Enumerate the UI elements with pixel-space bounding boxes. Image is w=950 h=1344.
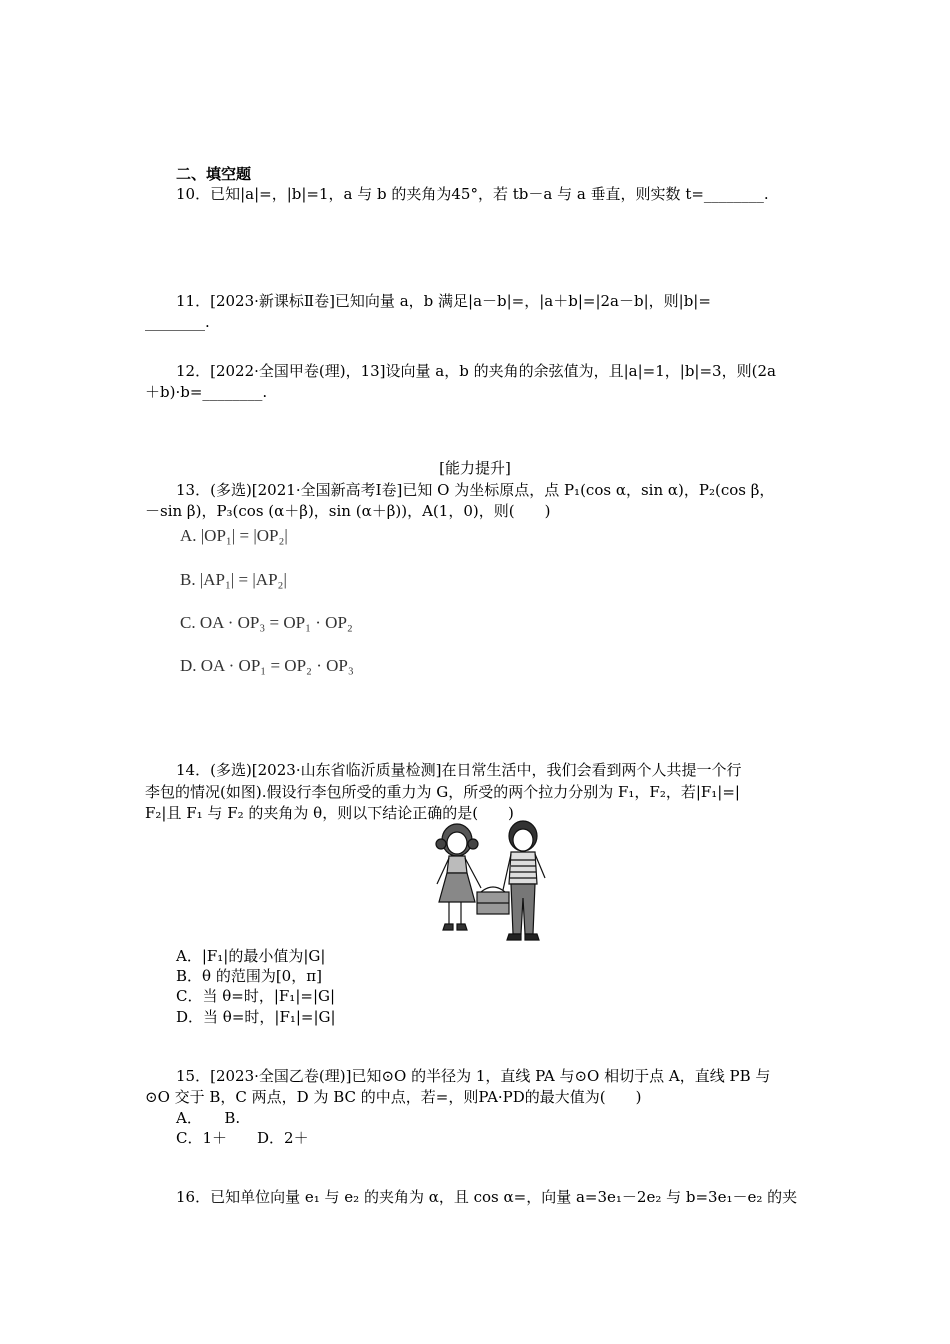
question-13-option-c: C. OA · OP₃ = OP₁ · OP₂ <box>180 613 353 632</box>
question-12-text: 12．[2022·全国甲卷(理)，13]设向量 a，b 的夹角的余弦值为，且|a|=1，|b|=3，则(2a <box>176 362 776 380</box>
question-13-option-d: D. OA · OP₁ = OP₂ · OP₃ <box>180 656 354 675</box>
question-13-option-b: B. |AP₁| = |AP₂| <box>180 570 287 589</box>
question-11-text-cont: ________. <box>145 313 210 331</box>
question-14-option-d: D．当 θ=时，|F₁|=|G| <box>176 1008 336 1026</box>
question-13-text-cont: －sin β)，P₃(cos (α＋β)，sin (α＋β))，A(1，0)，则( ) <box>145 502 551 520</box>
question-10-text: 10．已知|a|=，|b|=1，a 与 b 的夹角为45°，若 tb－a 与 a 垂直，则实数 t=________. <box>176 185 769 203</box>
question-14-text: 14．(多选)[2023·山东省临沂质量检测]在日常生活中，我们会看到两个人共提一个行 <box>176 761 742 779</box>
section-title: 二、填空题 <box>176 165 252 183</box>
question-11-text: 11．[2023·新课标Ⅱ卷]已知向量 a，b 满足|a－b|=，|a＋b|=|2a－b|，则|b|= <box>176 292 711 310</box>
question-12-text-cont: ＋b)·b=________. <box>145 383 268 401</box>
question-13-text: 13．(多选)[2021·全国新高考Ⅰ卷]已知 O 为坐标原点，点 P₁(cos α，sin α)，P₂(cos β， <box>176 481 775 499</box>
question-14-option-a: A．|F₁|的最小值为|G| <box>176 947 326 965</box>
question-15-text: 15．[2023·全国乙卷(理)]已知⊙O 的半径为 1，直线 PA 与⊙O 相切于点 A，直线 PB 与 <box>176 1067 771 1085</box>
question-14-text-cont: 李包的情况(如图).假设行李包所受的重力为 G，所受的两个拉力分别为 F₁，F₂，若|F₁|=| <box>145 783 740 801</box>
question-13-option-a: A. |OP₁| = |OP₂| <box>180 526 288 545</box>
luggage-carrying-illustration <box>427 818 557 944</box>
question-14-option-b: B．θ 的范围为[0，π] <box>176 967 322 985</box>
question-15-options-cd: C．1＋ D．2＋ <box>176 1129 309 1147</box>
question-14-text-cont2: F₂|且 F₁ 与 F₂ 的夹角为 θ，则以下结论正确的是( ) <box>145 804 514 822</box>
ability-section-header: [能力提升] <box>439 459 511 477</box>
question-15-options-ab: A． B. <box>176 1109 241 1127</box>
question-15-text-cont: ⊙O 交于 B，C 两点，D 为 BC 的中点，若=，则PA·PD的最大值为( ) <box>145 1088 642 1106</box>
question-16-text: 16．已知单位向量 e₁ 与 e₂ 的夹角为 α，且 cos α=，向量 a=3e₁－2e₂ 与 b=3e₁－e₂ 的夹 <box>176 1188 798 1206</box>
question-14-option-c: C．当 θ=时，|F₁|=|G| <box>176 987 336 1005</box>
